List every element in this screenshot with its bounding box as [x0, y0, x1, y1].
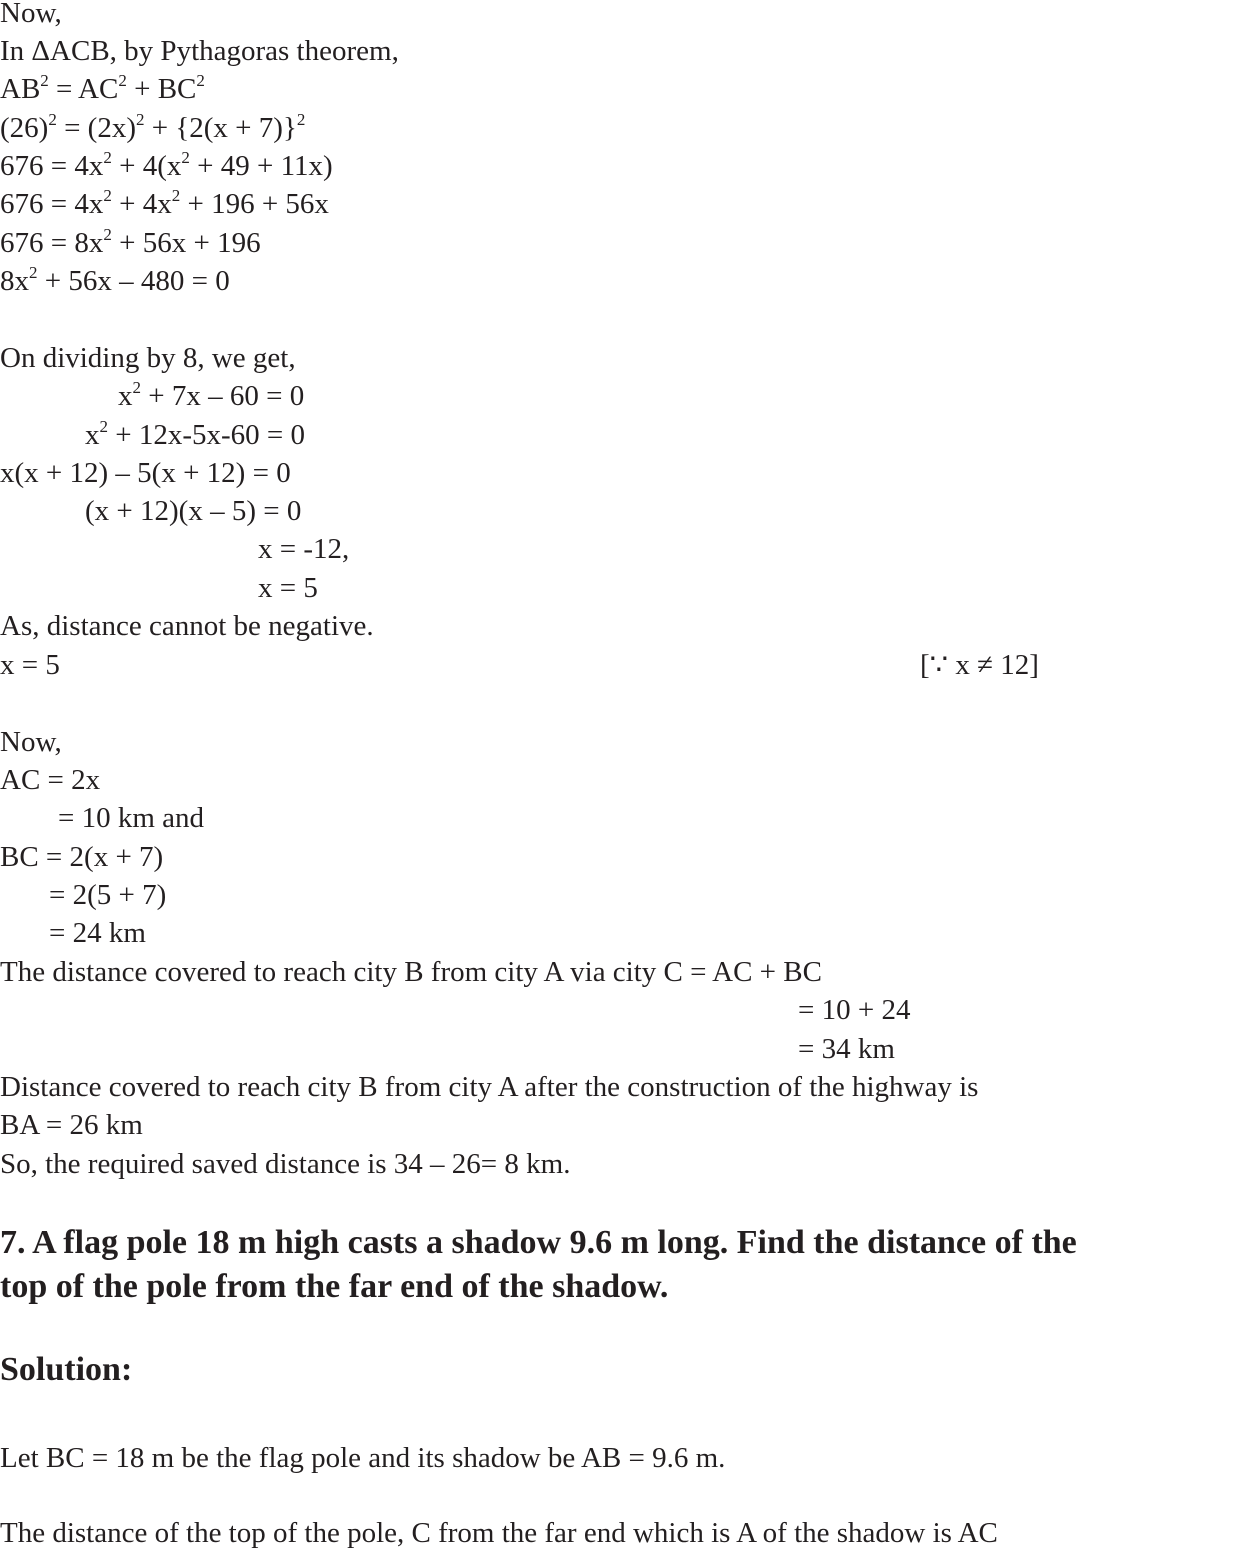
- text-line: The distance of the top of the pole, C from the far end which is A of the shadow is AC: [0, 1517, 998, 1549]
- equation-line: = 10 + 24: [798, 994, 911, 1026]
- text-line: Now,: [0, 726, 62, 758]
- equation-line: $AB^2 = AC^2 + BC^2$: [0, 71, 205, 105]
- question-heading-line-2: top of the pole from the far end of the shadow.: [0, 1268, 669, 1305]
- equation-line: $(26)^2 = (2x)^2 + \{2(x + 7)\}^2$: [0, 110, 306, 144]
- text-line: Let BC = 18 m be the flag pole and its shadow be AB = 9.6 m.: [0, 1442, 726, 1474]
- text-line: In ΔACB, by Pythagoras theorem,: [0, 35, 399, 67]
- equation-line: $676 = 4x^2 + 4(x^2 + 49 + 11x)$: [0, 148, 333, 182]
- reason-note: [∵ x ≠ 12]: [920, 649, 1039, 681]
- equation-line: BA = 26 km: [0, 1109, 143, 1141]
- solution-heading: Solution:: [0, 1351, 133, 1388]
- equation-line: x = 5: [0, 649, 60, 681]
- equation-line: $x^2 + 12x-5x-60 = 0$: [85, 417, 306, 451]
- equation-line: $676 = 8x^2 + 56x + 196$: [0, 225, 261, 259]
- question-heading-line-1: 7. A flag pole 18 m high casts a shadow 9.6 m long. Find the distance of the: [0, 1224, 1077, 1261]
- equation-line: x = -12,: [258, 533, 350, 565]
- text-line: So, the required saved distance is 34 – 26= 8 km.: [0, 1148, 571, 1180]
- text-line: On dividing by 8, we get,: [0, 342, 296, 374]
- equation-line: AC = 2x: [0, 764, 101, 796]
- equation-line: = 24 km: [49, 917, 146, 949]
- text-line: Distance covered to reach city B from city A after the construction of the highway is: [0, 1071, 979, 1103]
- text-line: The distance covered to reach city B from city A via city C = AC + BC: [0, 956, 822, 988]
- equation-line: $8x^2 + 56x - 480 = 0$: [0, 263, 230, 297]
- equation-line: $x^2 + 7x - 60 = 0$: [118, 378, 305, 412]
- equation-line: = 2(5 + 7): [49, 879, 167, 911]
- text-line: As, distance cannot be negative.: [0, 610, 374, 642]
- text-line: Now,: [0, 0, 62, 29]
- equation-line: x = 5: [258, 572, 318, 604]
- equation-line: = 34 km: [798, 1033, 895, 1065]
- equation-line: = 10 km and: [58, 802, 205, 834]
- equation-line: (x + 12)(x – 5) = 0: [85, 495, 302, 527]
- equation-line: x(x + 12) – 5(x + 12) = 0: [0, 457, 291, 489]
- equation-line: $676 = 4x^2 + 4x^2 + 196 + 56x$: [0, 186, 329, 220]
- equation-line: BC = 2(x + 7): [0, 841, 164, 873]
